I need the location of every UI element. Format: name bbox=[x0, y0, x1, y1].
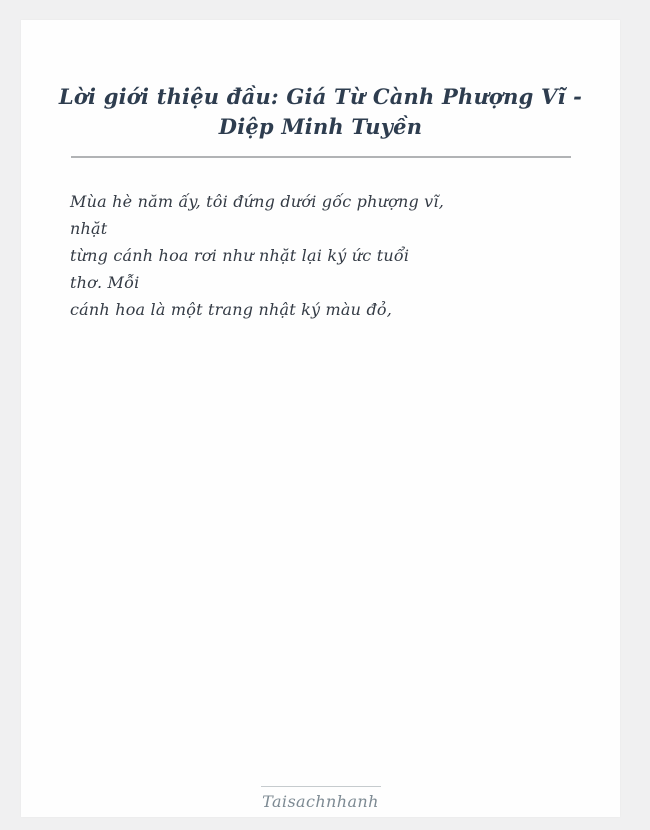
body-text-line: nhặt bbox=[70, 219, 108, 239]
chapter-title: Lời giới thiệu đầu: Giá Từ Cành Phượng Vĩ - Diệp Minh Tuyền bbox=[58, 84, 583, 139]
page-footer bbox=[21, 786, 620, 811]
footer-brand: Taisachnhanh bbox=[262, 792, 379, 811]
body-text-line: Mùa hè năm ấy, tôi đứng dưới gốc phượng vĩ, bbox=[70, 192, 445, 212]
body-text-line: cánh hoa là một trang nhật ký màu đỏ, bbox=[70, 300, 393, 320]
footer-divider bbox=[261, 786, 381, 787]
body-text-line: thơ. Mỗi bbox=[70, 273, 140, 293]
document-page bbox=[21, 20, 620, 817]
title-divider bbox=[71, 156, 571, 158]
body-text-line: từng cánh hoa rơi như nhặt lại ký ức tuổi bbox=[70, 246, 410, 266]
body-text bbox=[21, 188, 620, 323]
